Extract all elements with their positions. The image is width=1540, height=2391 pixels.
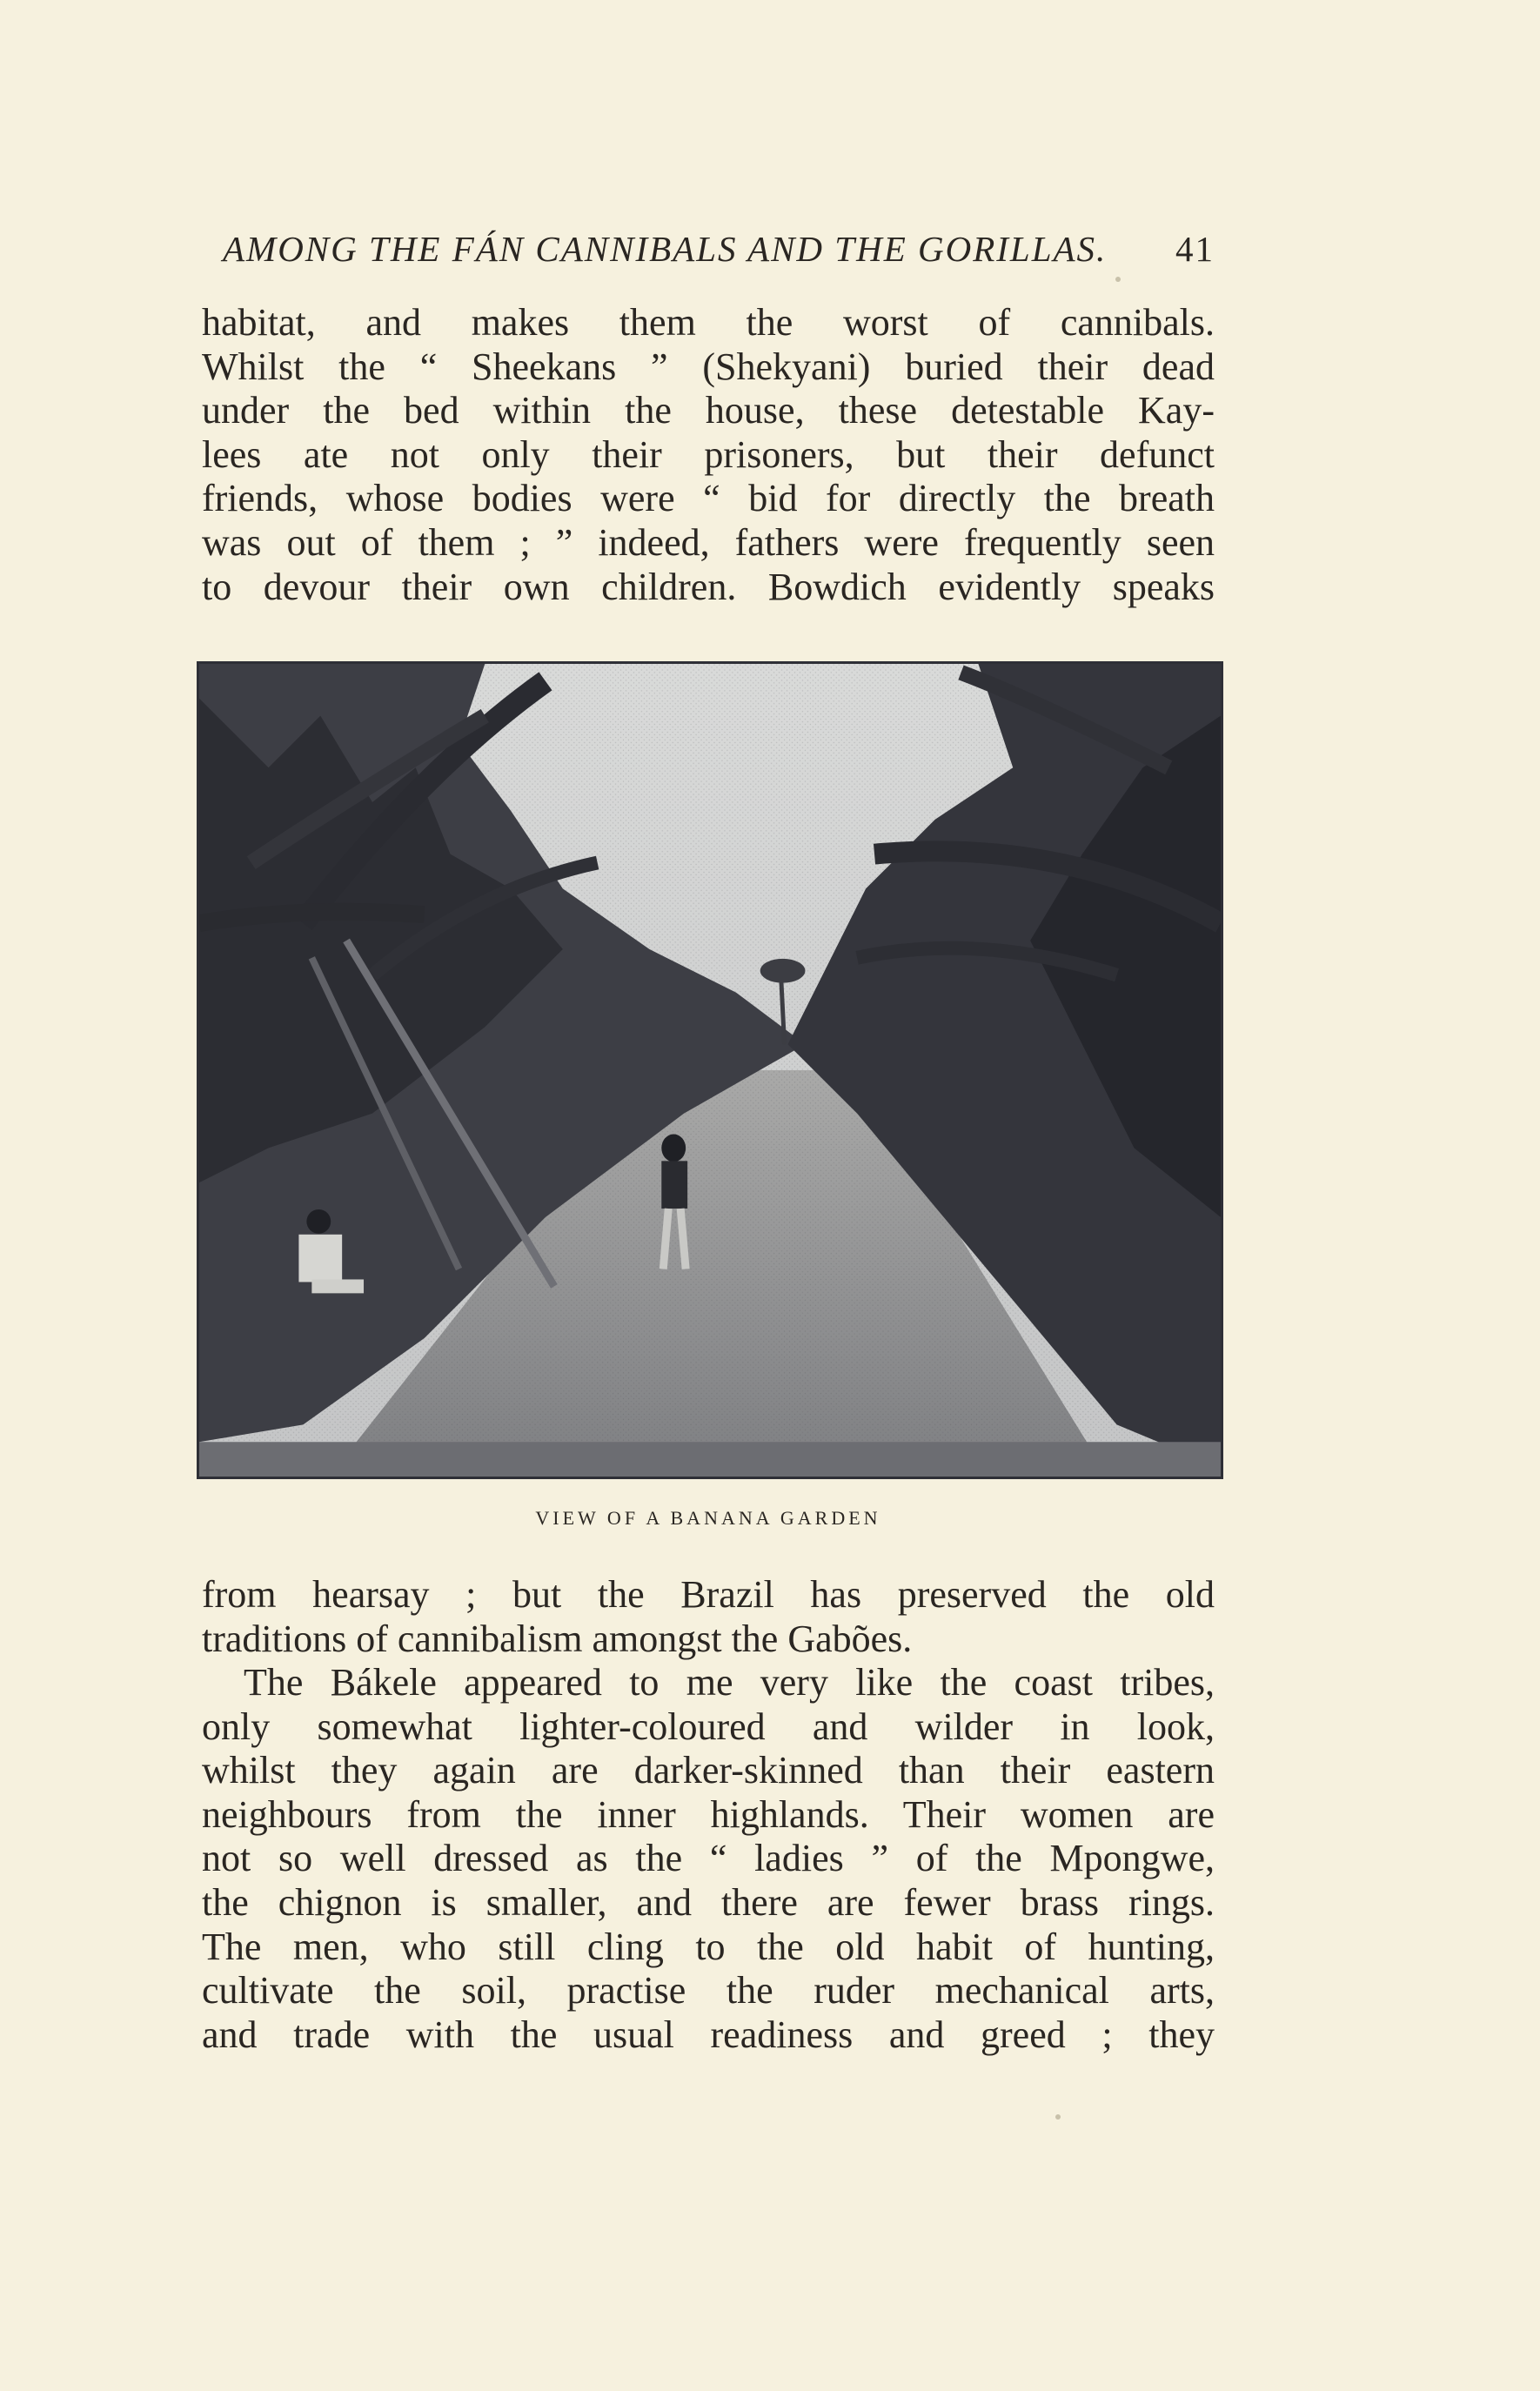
text-line: not so well dressed as the “ ladies ” of the Mpongwe, xyxy=(202,1837,1215,1880)
text-line: was out of them ; ” indeed, fathers were frequently seen xyxy=(202,520,1215,564)
text-line: The men, who still cling to the old habit of hunting, xyxy=(202,1925,1215,1968)
text-line: habitat, and makes them the worst of cannibals. xyxy=(202,301,1215,344)
paragraph-bakele xyxy=(202,1661,1215,2057)
text-line: friends, whose bodies were “ bid for directly the breath xyxy=(202,477,1215,520)
running-header xyxy=(202,228,1215,280)
banana-garden-illustration xyxy=(197,661,1223,1479)
text-line: whilst they again are darker-skinned than their eastern xyxy=(202,1749,1215,1792)
paragraph-continuation xyxy=(202,1573,1215,1661)
text-line: only somewhat lighter-coloured and wilder in look, xyxy=(202,1705,1215,1748)
engraving-image xyxy=(199,664,1221,1477)
text-line: neighbours from the inner highlands. Their women are xyxy=(202,1792,1215,1836)
text-line: The Bákele appeared to me very like the coast tribes, xyxy=(244,1661,1215,1704)
running-title: AMONG THE FÁN CANNIBALS AND THE GORILLAS. xyxy=(223,229,1108,269)
paper-speck xyxy=(1055,2114,1061,2120)
page-number: 41 xyxy=(1175,229,1215,269)
text-line: and trade with the usual readiness and greed ; they xyxy=(202,2013,1215,2056)
text-line: Whilst the “ Sheekans ” (Shekyani) buried their dead xyxy=(202,345,1215,388)
paper-speck xyxy=(1115,277,1121,282)
text-line: traditions of cannibalism amongst the Gabões. xyxy=(202,1617,913,1660)
text-line: the chignon is smaller, and there are fewer brass rings. xyxy=(202,1880,1215,1924)
text-line: cultivate the soil, practise the ruder mechanical arts, xyxy=(202,1969,1215,2013)
text-line: under the bed within the house, these detestable Kay- xyxy=(202,389,1215,432)
text-line: from hearsay ; but the Brazil has preserved the old xyxy=(202,1573,1215,1616)
text-line: to devour their own children. Bowdich evidently speaks xyxy=(202,565,1215,608)
figure-caption: VIEW OF A BANANA GARDEN xyxy=(535,1507,881,1529)
paragraph-top xyxy=(202,301,1215,609)
text-line: lees ate not only their prisoners, but their defunct xyxy=(202,432,1215,476)
